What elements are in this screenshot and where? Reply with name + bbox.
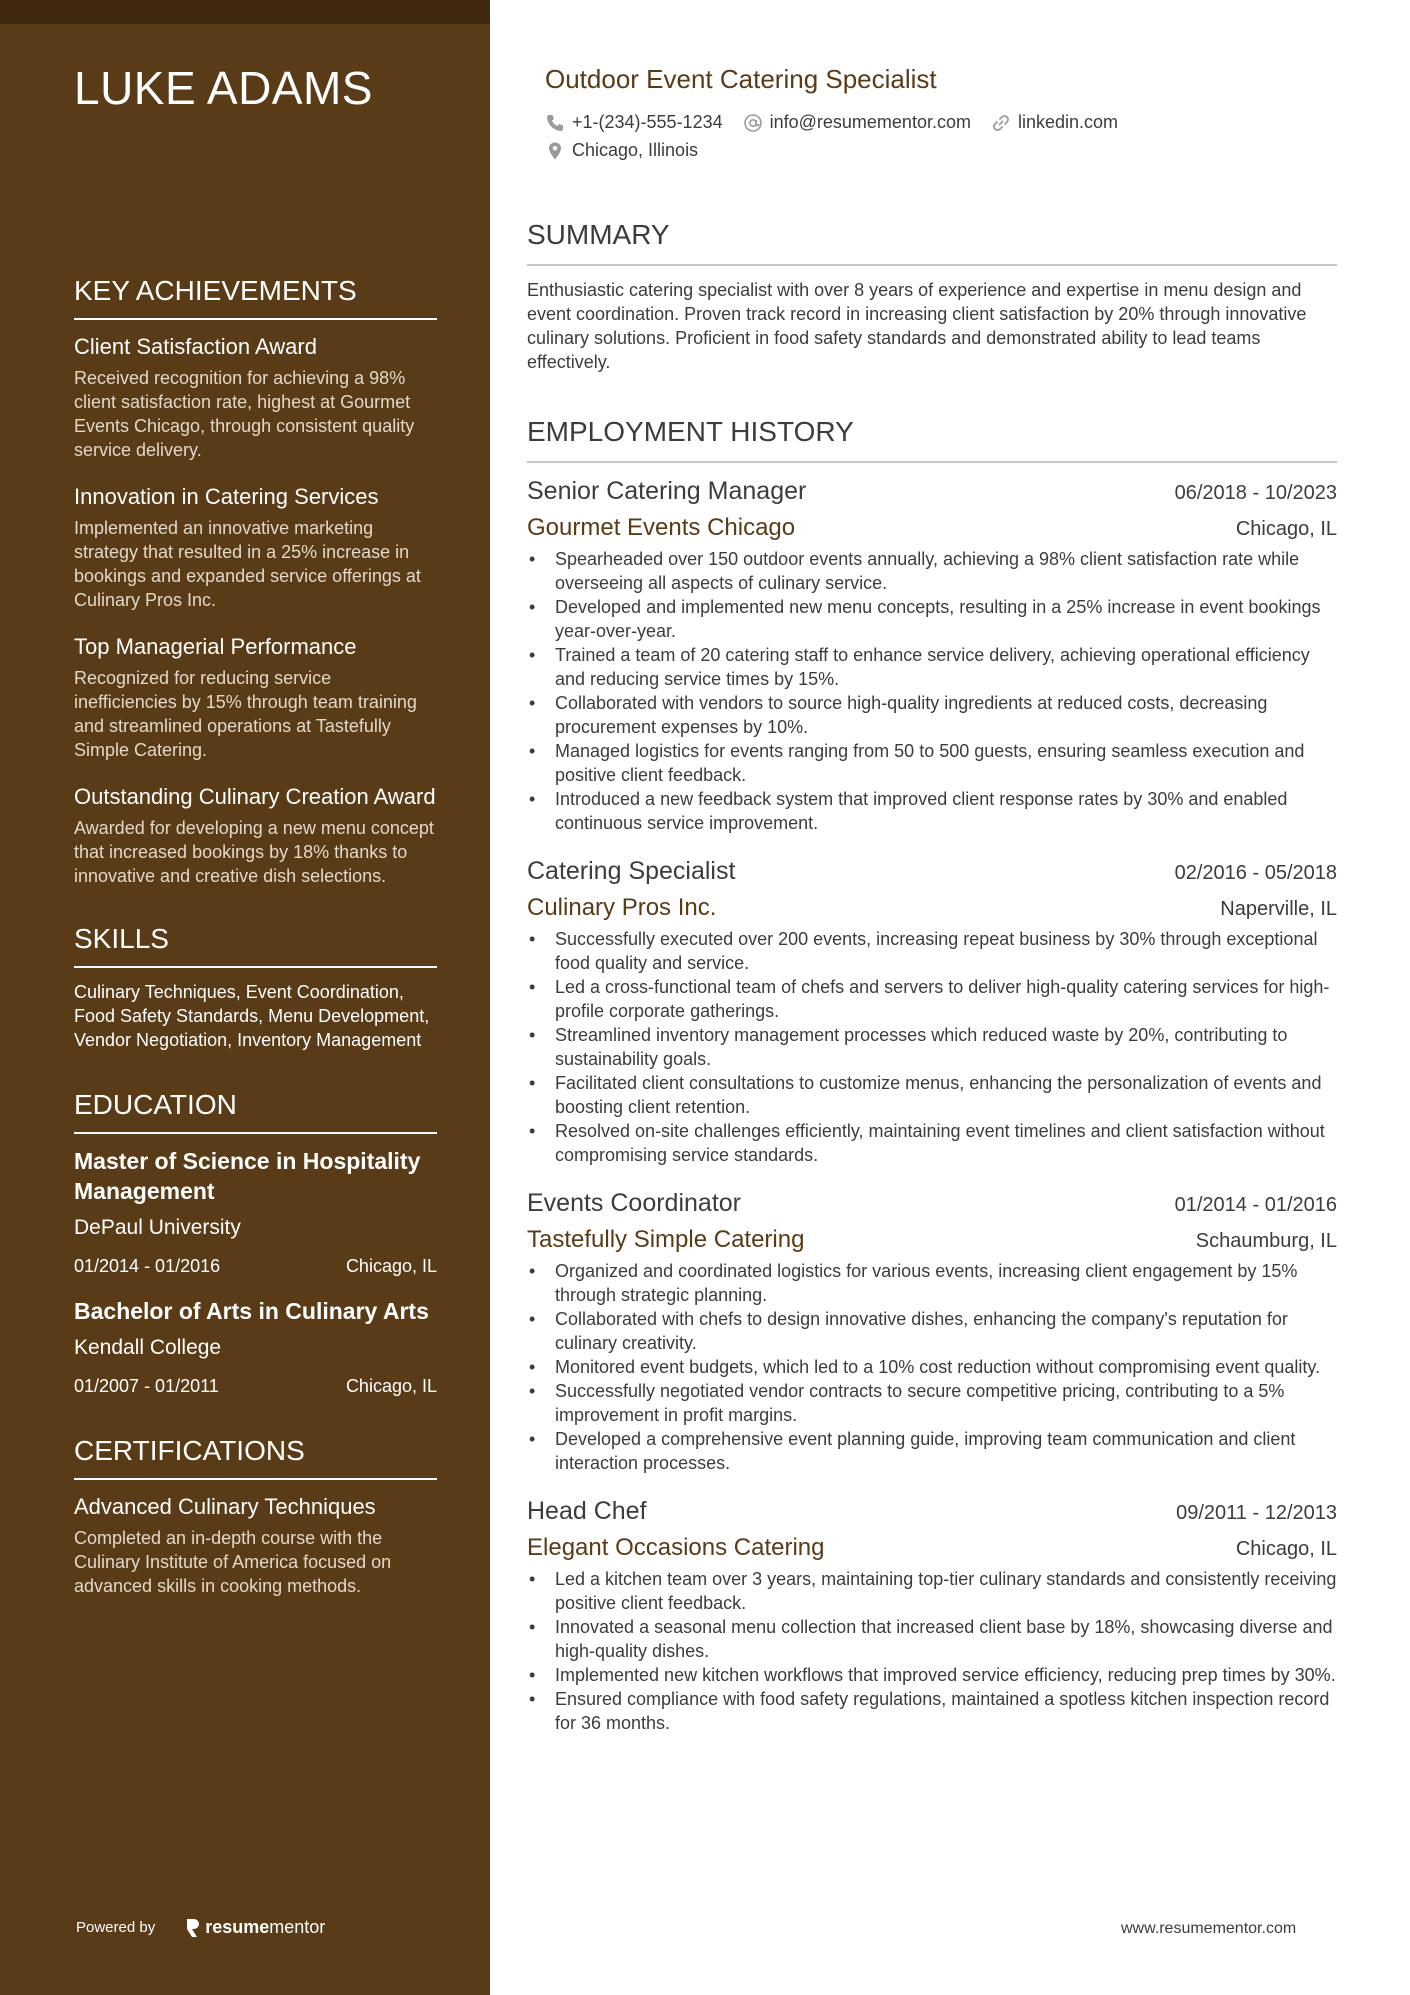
contact-row-location bbox=[545, 140, 718, 161]
phone-icon bbox=[545, 113, 565, 133]
map-pin-icon bbox=[545, 141, 565, 161]
job-bullet: • Spearheaded over 150 outdoor events annually, achieving a 98% client satisfaction rate while overseeing all aspects of culinary service. bbox=[527, 547, 1337, 595]
at-sign-icon bbox=[743, 113, 763, 133]
achievement-desc: Received recognition for achieving a 98% client satisfaction rate, highest at Gourmet Events Chicago, through consistent quality service delivery. bbox=[74, 368, 415, 460]
job-bullet: • Streamlined inventory management processes which reduced waste by 20%, contributing to sustainability goals. bbox=[527, 1023, 1337, 1071]
education-degree: Bachelor of Arts in Culinary Arts bbox=[74, 1298, 429, 1324]
job-bullet: • Trained a team of 20 catering staff to enhance service delivery, achieving operational efficiency and reducing service times by 15%. bbox=[527, 643, 1337, 691]
contact-email[interactable] bbox=[743, 112, 971, 133]
job-company-row bbox=[527, 1533, 1337, 1563]
job-bullet: • Ensured compliance with food safety regulations, maintained a spotless kitchen inspection record for 36 months. bbox=[527, 1687, 1337, 1735]
job-dates: 09/2011 - 12/2013 bbox=[1176, 1502, 1337, 1524]
job-dates: 06/2018 - 10/2023 bbox=[1174, 482, 1337, 504]
job-bullet: • Developed and implemented new menu concepts, resulting in a 25% increase in event bookings year-over-year. bbox=[527, 595, 1337, 643]
job-bullet: • Collaborated with vendors to source high-quality ingredients at reduced costs, decreasing procurement expenses by 10%. bbox=[527, 691, 1337, 739]
sidebar-content bbox=[74, 58, 437, 1618]
powered-by-footer bbox=[76, 1917, 325, 1938]
job-company: Gourmet Events Chicago bbox=[527, 514, 796, 541]
powered-by-label: Powered by bbox=[76, 1919, 156, 1936]
skills-section bbox=[74, 922, 437, 1052]
job-bullets bbox=[527, 1259, 1337, 1475]
job-bullet: • Organized and coordinated logistics for various events, increasing client engagement by 15% through strategic planning. bbox=[527, 1259, 1337, 1307]
job-company-row bbox=[527, 893, 1337, 923]
summary-text: Enthusiastic catering specialist with over 8 years of experience and expertise in menu design and event coordination. Proven track record in increasing client satisfaction by 20% through innovative culinary solutions. Proficient in food safety standards and demonstrated ability to lead teams effectively. bbox=[527, 280, 1307, 372]
job-bullet: • Successfully executed over 200 events, increasing repeat business by 30% through exceptional food quality and service. bbox=[527, 927, 1337, 975]
job-company-row bbox=[527, 1225, 1337, 1255]
education-location: Chicago, IL bbox=[345, 1376, 437, 1396]
job-entry bbox=[527, 855, 1337, 1167]
contact-linkedin[interactable] bbox=[991, 112, 1118, 133]
job-bullets bbox=[527, 1567, 1337, 1735]
education-school: Kendall College bbox=[74, 1336, 222, 1359]
job-location: Chicago, IL bbox=[1235, 518, 1337, 540]
job-header bbox=[527, 855, 1337, 887]
achievement-item bbox=[74, 632, 437, 762]
job-role: Catering Specialist bbox=[527, 857, 736, 885]
resumementor-logo[interactable] bbox=[185, 1917, 325, 1938]
certification-item bbox=[74, 1492, 437, 1598]
job-company: Culinary Pros Inc. bbox=[527, 894, 717, 921]
linkedin-text: linkedin.com bbox=[1017, 112, 1119, 132]
sidebar bbox=[0, 0, 490, 1995]
achievements-section bbox=[74, 274, 437, 888]
location-text: Chicago, Illinois bbox=[572, 140, 699, 160]
job-bullet: • Monitored event budgets, which led to a 10% cost reduction without compromising event quality. bbox=[527, 1355, 1337, 1379]
contact-location bbox=[545, 140, 698, 161]
job-bullets bbox=[527, 927, 1337, 1167]
target-job-title: Outdoor Event Catering Specialist bbox=[545, 64, 937, 94]
certifications-section bbox=[74, 1434, 437, 1598]
achievement-desc: Awarded for developing a new menu concept that increased bookings by 18% thanks to innovative and creative dish selections. bbox=[74, 818, 434, 886]
education-dates: 01/2007 - 01/2011 bbox=[74, 1376, 219, 1396]
job-location: Schaumburg, IL bbox=[1195, 1230, 1337, 1252]
brand-bold-text: resume bbox=[205, 1917, 270, 1937]
education-item bbox=[74, 1296, 437, 1398]
skills-title: SKILLS bbox=[74, 922, 437, 968]
job-bullet: • Led a cross-functional team of chefs and servers to deliver high-quality catering services for high-profile corporate gatherings. bbox=[527, 975, 1337, 1023]
education-meta bbox=[74, 1374, 437, 1398]
achievement-item bbox=[74, 332, 437, 462]
achievement-title: Innovation in Catering Services bbox=[74, 484, 379, 509]
job-entry bbox=[527, 1495, 1337, 1735]
achievements-title: KEY ACHIEVEMENTS bbox=[74, 274, 437, 320]
education-title: EDUCATION bbox=[74, 1088, 437, 1134]
achievement-desc: Recognized for reducing service inefficiencies by 15% through team training and streamlined operations at Tastefully Simple Catering. bbox=[74, 668, 417, 760]
skills-list: Culinary Techniques, Event Coordination, Food Safety Standards, Menu Development, Vendor Negotiation, Inventory Management bbox=[74, 982, 430, 1050]
brand-rest-text: mentor bbox=[269, 1917, 326, 1937]
achievement-title: Outstanding Culinary Creation Award bbox=[74, 784, 436, 809]
job-bullet: • Facilitated client consultations to customize menus, enhancing the personalization of events and boosting client retention. bbox=[527, 1071, 1337, 1119]
employment-section bbox=[527, 415, 1337, 1755]
summary-title: SUMMARY bbox=[527, 218, 1337, 266]
summary-section bbox=[527, 218, 1337, 374]
education-degree: Master of Science in Hospitality Management bbox=[74, 1148, 421, 1204]
candidate-name: LUKE ADAMS bbox=[74, 62, 373, 114]
achievement-item bbox=[74, 482, 437, 612]
website-link[interactable]: www.resumementor.com bbox=[1121, 1920, 1297, 1937]
education-item bbox=[74, 1146, 437, 1278]
job-dates: 01/2014 - 01/2016 bbox=[1174, 1194, 1337, 1216]
job-bullets bbox=[527, 547, 1337, 835]
job-company: Elegant Occasions Catering bbox=[527, 1534, 825, 1561]
achievement-title: Top Managerial Performance bbox=[74, 634, 357, 659]
job-location: Naperville, IL bbox=[1220, 898, 1337, 920]
job-header bbox=[527, 475, 1337, 507]
job-bullet: • Collaborated with chefs to design innovative dishes, enhancing the company's reputation for culinary creativity. bbox=[527, 1307, 1337, 1355]
job-role: Senior Catering Manager bbox=[527, 477, 807, 505]
job-bullet: • Innovated a seasonal menu collection that increased client base by 18%, showcasing diverse and high-quality dishes. bbox=[527, 1615, 1337, 1663]
job-company-row bbox=[527, 513, 1337, 543]
achievement-item bbox=[74, 782, 437, 888]
job-bullet: • Developed a comprehensive event planning guide, improving team communication and client interaction processes. bbox=[527, 1427, 1337, 1475]
sidebar-top-bar bbox=[0, 0, 490, 24]
education-meta bbox=[74, 1254, 437, 1278]
certifications-title: CERTIFICATIONS bbox=[74, 1434, 437, 1480]
education-school: DePaul University bbox=[74, 1216, 241, 1239]
contact-phone[interactable] bbox=[545, 112, 723, 133]
job-entry bbox=[527, 1187, 1337, 1475]
job-bullet: • Managed logistics for events ranging from 50 to 500 guests, ensuring seamless execution and positive client feedback. bbox=[527, 739, 1337, 787]
job-header bbox=[527, 1187, 1337, 1219]
job-dates: 02/2016 - 05/2018 bbox=[1174, 862, 1337, 884]
job-role: Head Chef bbox=[527, 1497, 647, 1525]
education-location: Chicago, IL bbox=[345, 1256, 437, 1276]
job-company: Tastefully Simple Catering bbox=[527, 1226, 805, 1253]
phone-text: +1-(234)-555-1234 bbox=[572, 112, 723, 132]
certification-desc: Completed an in-depth course with the Culinary Institute of America focused on advanced skills in cooking methods. bbox=[74, 1528, 392, 1596]
resumementor-logo-icon bbox=[185, 1918, 199, 1938]
certification-title: Advanced Culinary Techniques bbox=[74, 1494, 376, 1519]
job-bullet: • Resolved on-site challenges efficiently, maintaining event timelines and client satisfaction without compromising service standards. bbox=[527, 1119, 1337, 1167]
job-header bbox=[527, 1495, 1337, 1527]
education-dates: 01/2014 - 01/2016 bbox=[74, 1256, 221, 1276]
email-text: info@resumementor.com bbox=[769, 112, 971, 132]
job-role: Events Coordinator bbox=[527, 1189, 742, 1217]
achievement-title: Client Satisfaction Award bbox=[74, 334, 317, 359]
link-icon bbox=[991, 113, 1011, 133]
job-bullet: • Successfully negotiated vendor contracts to secure competitive pricing, contributing to a 5% improvement in profit margins. bbox=[527, 1379, 1337, 1427]
job-entry bbox=[527, 475, 1337, 835]
job-bullet: • Introduced a new feedback system that improved client response rates by 30% and enabled continuous service improvement. bbox=[527, 787, 1337, 835]
contact-row bbox=[545, 112, 1138, 133]
employment-title: EMPLOYMENT HISTORY bbox=[527, 415, 1337, 463]
achievement-desc: Implemented an innovative marketing strategy that resulted in a 25% increase in bookings and expanded service offerings at Culinary Pros Inc. bbox=[74, 518, 421, 610]
job-location: Chicago, IL bbox=[1235, 1538, 1337, 1560]
education-section bbox=[74, 1088, 437, 1398]
job-bullet: • Implemented new kitchen workflows that improved service efficiency, reducing prep times by 30%. bbox=[527, 1663, 1337, 1687]
job-bullet: • Led a kitchen team over 3 years, maintaining top-tier culinary standards and consistently receiving positive client feedback. bbox=[527, 1567, 1337, 1615]
